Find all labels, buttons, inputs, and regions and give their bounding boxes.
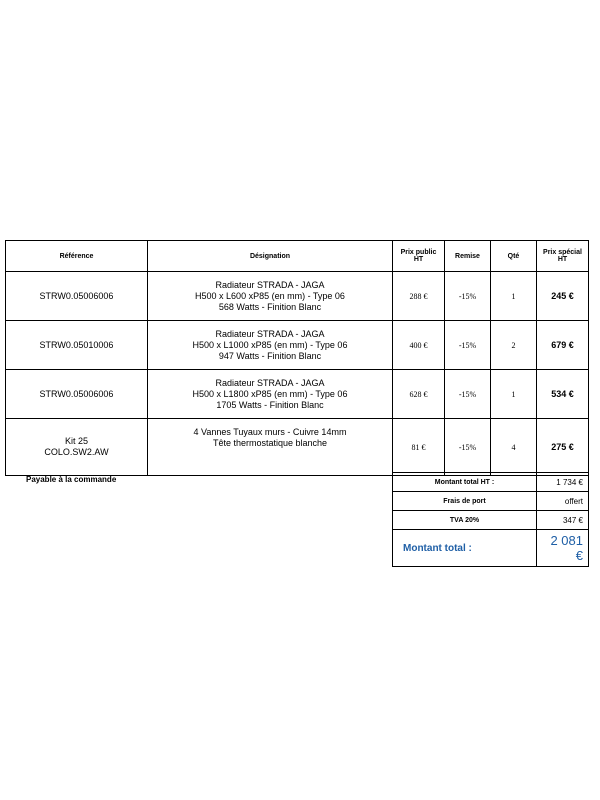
montant-ht-value: 1 734 €: [537, 473, 589, 492]
reference-cell: [6, 419, 148, 476]
qte-cell: 1: [491, 272, 537, 321]
designation-line: Radiateur STRADA - JAGA: [215, 328, 325, 339]
header-qte: Qté: [491, 241, 537, 272]
table-row: [6, 272, 589, 321]
remise-cell: -15%: [445, 419, 491, 476]
designation-line: Tête thermostatique blanche: [212, 438, 328, 448]
quote-table: [5, 240, 589, 476]
total-label: Montant total :: [393, 530, 537, 567]
header-prix-public: Prix public HT: [393, 241, 445, 272]
remise-cell: -15%: [445, 370, 491, 419]
designation-line: H500 x L1000 xP85 (en mm) - Type 06: [192, 339, 348, 350]
table-row: [6, 321, 589, 370]
tva-value: 347 €: [537, 511, 589, 530]
remise-cell: -15%: [445, 272, 491, 321]
header-prix-special: Prix spécial HT: [537, 241, 589, 272]
prix-special-cell: 679 €: [537, 321, 589, 370]
designation-cell: [148, 272, 393, 321]
header-reference: Référence: [6, 241, 148, 272]
reference-line: STRW0.05010006: [39, 339, 114, 350]
reference-line: STRW0.05006006: [39, 388, 114, 399]
reference-cell: [6, 321, 148, 370]
tva-label: TVA 20%: [393, 511, 537, 530]
designation-cell: [148, 321, 393, 370]
totals-row-grand: [393, 530, 589, 567]
qte-cell: 2: [491, 321, 537, 370]
payment-note: Payable à la commande: [26, 475, 117, 484]
prix-special-cell: 275 €: [537, 419, 589, 476]
montant-ht-label: Montant total HT :: [393, 473, 537, 492]
designation-line: Radiateur STRADA - JAGA: [215, 377, 325, 388]
qte-cell: 4: [491, 419, 537, 476]
header-designation: Désignation: [148, 241, 393, 272]
prix-public-cell: 288 €: [393, 272, 445, 321]
header-remise: Remise: [445, 241, 491, 272]
frais-value: offert: [537, 492, 589, 511]
frais-label: Frais de port: [393, 492, 537, 511]
totals-row-montant-ht: [393, 473, 589, 492]
reference-cell: [6, 370, 148, 419]
reference-line: Kit 25: [64, 436, 88, 446]
prix-public-cell: 81 €: [393, 419, 445, 476]
totals-row-frais: [393, 492, 589, 511]
designation-line: Radiateur STRADA - JAGA: [215, 279, 325, 290]
totals-table: [392, 472, 589, 567]
table-row: [6, 370, 589, 419]
total-value: 2 081 €: [537, 530, 589, 567]
prix-special-cell: 245 €: [537, 272, 589, 321]
designation-line: 568 Watts - Finition Blanc: [218, 301, 322, 312]
table-row: [6, 419, 589, 476]
designation-line: H500 x L1800 xP85 (en mm) - Type 06: [192, 388, 348, 399]
designation-line: 947 Watts - Finition Blanc: [218, 350, 322, 361]
prix-special-cell: 534 €: [537, 370, 589, 419]
designation-line: 1705 Watts - Finition Blanc: [216, 399, 324, 410]
reference-line: STRW0.05006006: [39, 290, 114, 301]
prix-public-cell: 628 €: [393, 370, 445, 419]
table-header-row: [6, 241, 589, 272]
qte-cell: 1: [491, 370, 537, 419]
prix-public-cell: 400 €: [393, 321, 445, 370]
designation-cell: [148, 370, 393, 419]
designation-cell: [148, 419, 393, 476]
designation-line: 4 Vannes Tuyaux murs - Cuivre 14mm: [193, 427, 347, 437]
remise-cell: -15%: [445, 321, 491, 370]
totals-row-tva: [393, 511, 589, 530]
designation-line: H500 x L600 xP85 (en mm) - Type 06: [195, 290, 345, 301]
reference-cell: [6, 272, 148, 321]
reference-line: COLO.SW2.AW: [44, 447, 109, 457]
